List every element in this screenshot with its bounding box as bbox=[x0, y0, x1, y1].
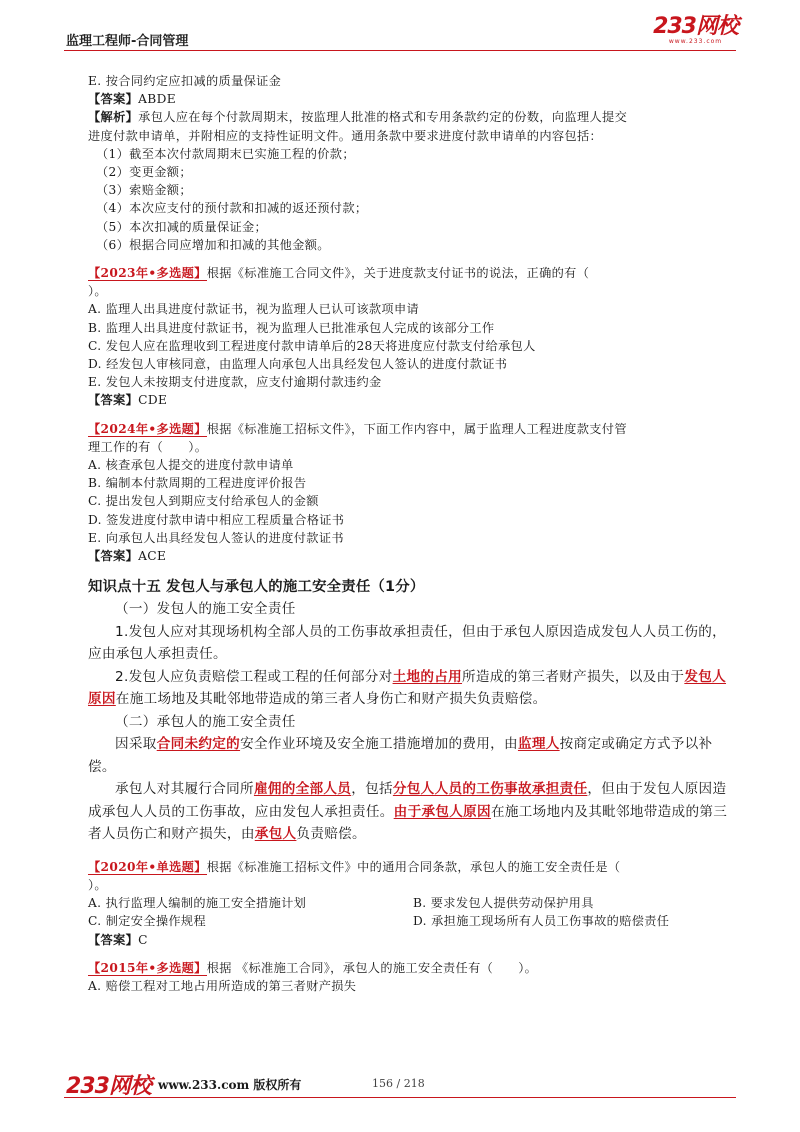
question-option: A. 监理人出具进度付款证书，视为监理人已认可该款项申请 bbox=[88, 302, 420, 317]
question-stem: ）。 bbox=[88, 284, 107, 299]
analysis-text: 进度付款申请单，并附相应的支持性证明文件。通用条款中要求进度付款申请单的内容包括： bbox=[88, 128, 603, 143]
question-option: B. 编制本付款周期的工程进度评价报告 bbox=[88, 476, 307, 491]
brand-logo[interactable] bbox=[653, 16, 738, 45]
answer-label: 【答案】 bbox=[88, 932, 139, 947]
header-divider bbox=[64, 50, 736, 51]
question-tag: 【2024年•多选题】 bbox=[88, 421, 207, 436]
question-tag: 【2023年•多选题】 bbox=[88, 266, 207, 281]
section-paragraph: 1.发包人应对其现场机构全部人员的工伤事故承担责任，但由于承包人原因造成发包人人员工伤的，应由承包人承担责任。 bbox=[88, 623, 726, 663]
subsection-title: （二）承包人的施工安全责任 bbox=[115, 713, 296, 730]
header-title: 监理工程师-合同管理 bbox=[66, 34, 189, 49]
highlight-term: 合同未约定的 bbox=[156, 736, 241, 753]
question-stem: ）。 bbox=[88, 877, 107, 892]
answer-value: ABDE bbox=[138, 92, 176, 107]
question-option: C. 发包人应在监理收到工程进度付款申请单后的28天将进度应付款支付给承包人 bbox=[88, 338, 536, 353]
q0-option-e: E. 按合同约定应扣减的质量保证金 bbox=[88, 74, 282, 88]
answer-label: 【答案】 bbox=[88, 393, 139, 408]
question-option: A. 核查承包人提交的进度付款申请单 bbox=[88, 458, 294, 473]
list-item: （3）索赔金额； bbox=[96, 183, 192, 198]
list-item: （2）变更金额； bbox=[96, 165, 192, 180]
answer-value: ACE bbox=[138, 549, 167, 564]
highlight-term: 分包人人员的工伤事故承担责任 bbox=[392, 781, 588, 798]
list-item: （4）本次应支付的预付款和扣减的返还预付款； bbox=[96, 201, 368, 216]
logo-text: 233网校 bbox=[653, 14, 738, 39]
question-option: C. 制定安全操作规程 bbox=[88, 914, 206, 929]
question-stem: 根据《标准施工合同文件》，关于进度款支付证书的说法，正确的有（ bbox=[206, 266, 590, 281]
section-paragraph: 2.发包人应负责赔偿工程或工程的任何部分对土地的占用所造成的第三者财产损失，以及由于发包人原因在施工场地及其毗邻地带造成的第三者人身伤亡和财产损失负责赔偿。 bbox=[88, 668, 727, 708]
list-item: （5）本次扣减的质量保证金； bbox=[96, 219, 268, 234]
highlight-term: 发包人原因 bbox=[88, 668, 727, 708]
question-option: E. 向承包人出具经发包人签认的进度付款证书 bbox=[88, 530, 344, 545]
highlight-term: 监理人 bbox=[517, 736, 560, 753]
question-option: A. 执行监理人编制的施工安全措施计划 bbox=[88, 896, 307, 911]
answer-label: 【答案】 bbox=[88, 92, 139, 107]
footer-copyright: www.233.com 版权所有 bbox=[158, 1078, 302, 1092]
logo-subtext: www.233.com bbox=[668, 38, 723, 45]
answer-value: C bbox=[138, 932, 148, 947]
question-option: D. 经发包人审核同意，由监理人向承包人出具经发包人签认的进度付款证书 bbox=[88, 357, 508, 372]
section-title: 知识点十五 发包人与承包人的施工安全责任（1分） bbox=[88, 579, 425, 596]
list-item: （1）截至本次付款周期末已实施工程的价款； bbox=[96, 146, 355, 161]
question-option: C. 提出发包人到期应支付给承包人的金额 bbox=[88, 494, 319, 509]
question-tag: 【2020年•单选题】 bbox=[88, 859, 207, 874]
question-tag: 【2015年•多选题】 bbox=[88, 960, 207, 975]
question-option: B. 监理人出具进度付款证书，视为监理人已批准承包人完成的该部分工作 bbox=[88, 320, 495, 335]
list-item: （6）根据合同应增加和扣减的其他金额。 bbox=[96, 237, 330, 252]
question-option: E. 发包人未按期支付进度款，应支付逾期付款违约金 bbox=[88, 375, 382, 390]
answer-value: CDE bbox=[138, 393, 168, 408]
footer-divider bbox=[64, 1097, 736, 1098]
question-option: B. 要求发包人提供劳动保护用具 bbox=[413, 896, 594, 911]
section-paragraph: 承包人对其履行合同所雇佣的全部人员，包括分包人人员的工伤事故承担责任，但由于发包人原因造成承包人人员的工伤事故，应由发包人承担责任。由于承包人原因在施工场地内及其毗邻地带造成的第三者人员伤亡和财产损失，由承包人负责赔偿。 bbox=[88, 781, 728, 843]
highlight-term: 土地的占用 bbox=[392, 668, 463, 685]
subsection-title: （一）发包人的施工安全责任 bbox=[115, 601, 296, 618]
document-body bbox=[88, 72, 738, 995]
highlight-term: 承包人 bbox=[254, 826, 297, 843]
analysis-text: 承包人应在每个付款周期末，按监理人批准的格式和专用条款约定的份数，向监理人提交 bbox=[138, 110, 628, 125]
question-stem: 根据《标准施工招标文件》中的通用合同条款，承包人的施工安全责任是（ bbox=[206, 859, 621, 874]
question-stem: 理工作的有（ ）。 bbox=[88, 439, 208, 454]
section-paragraph: 因采取合同未约定的安全作业环境及安全施工措施增加的费用，由监理人按商定或确定方式予以补偿。 bbox=[88, 736, 713, 775]
question-option: D. 签发进度付款申请中相应工程质量合格证书 bbox=[88, 512, 345, 527]
question-stem: 根据 《标准施工合同》，承包人的施工安全责任有（ ）。 bbox=[206, 960, 538, 975]
page-number: 156 / 218 bbox=[372, 1077, 425, 1090]
footer-logo[interactable]: 233网校 bbox=[66, 1074, 151, 1099]
question-stem: 根据《标准施工招标文件》，下面工作内容中，属于监理人工程进度款支付管 bbox=[206, 421, 627, 436]
highlight-term: 雇佣的全部人员 bbox=[253, 781, 352, 798]
question-option: D. 承担施工现场所有人员工伤事故的赔偿责任 bbox=[413, 914, 670, 929]
answer-label: 【答案】 bbox=[88, 549, 139, 564]
highlight-term: 由于承包人原因 bbox=[393, 803, 491, 820]
question-option: A. 赔偿工程对工地占用所造成的第三者财产损失 bbox=[88, 979, 357, 993]
analysis-label: 【解析】 bbox=[88, 110, 139, 125]
